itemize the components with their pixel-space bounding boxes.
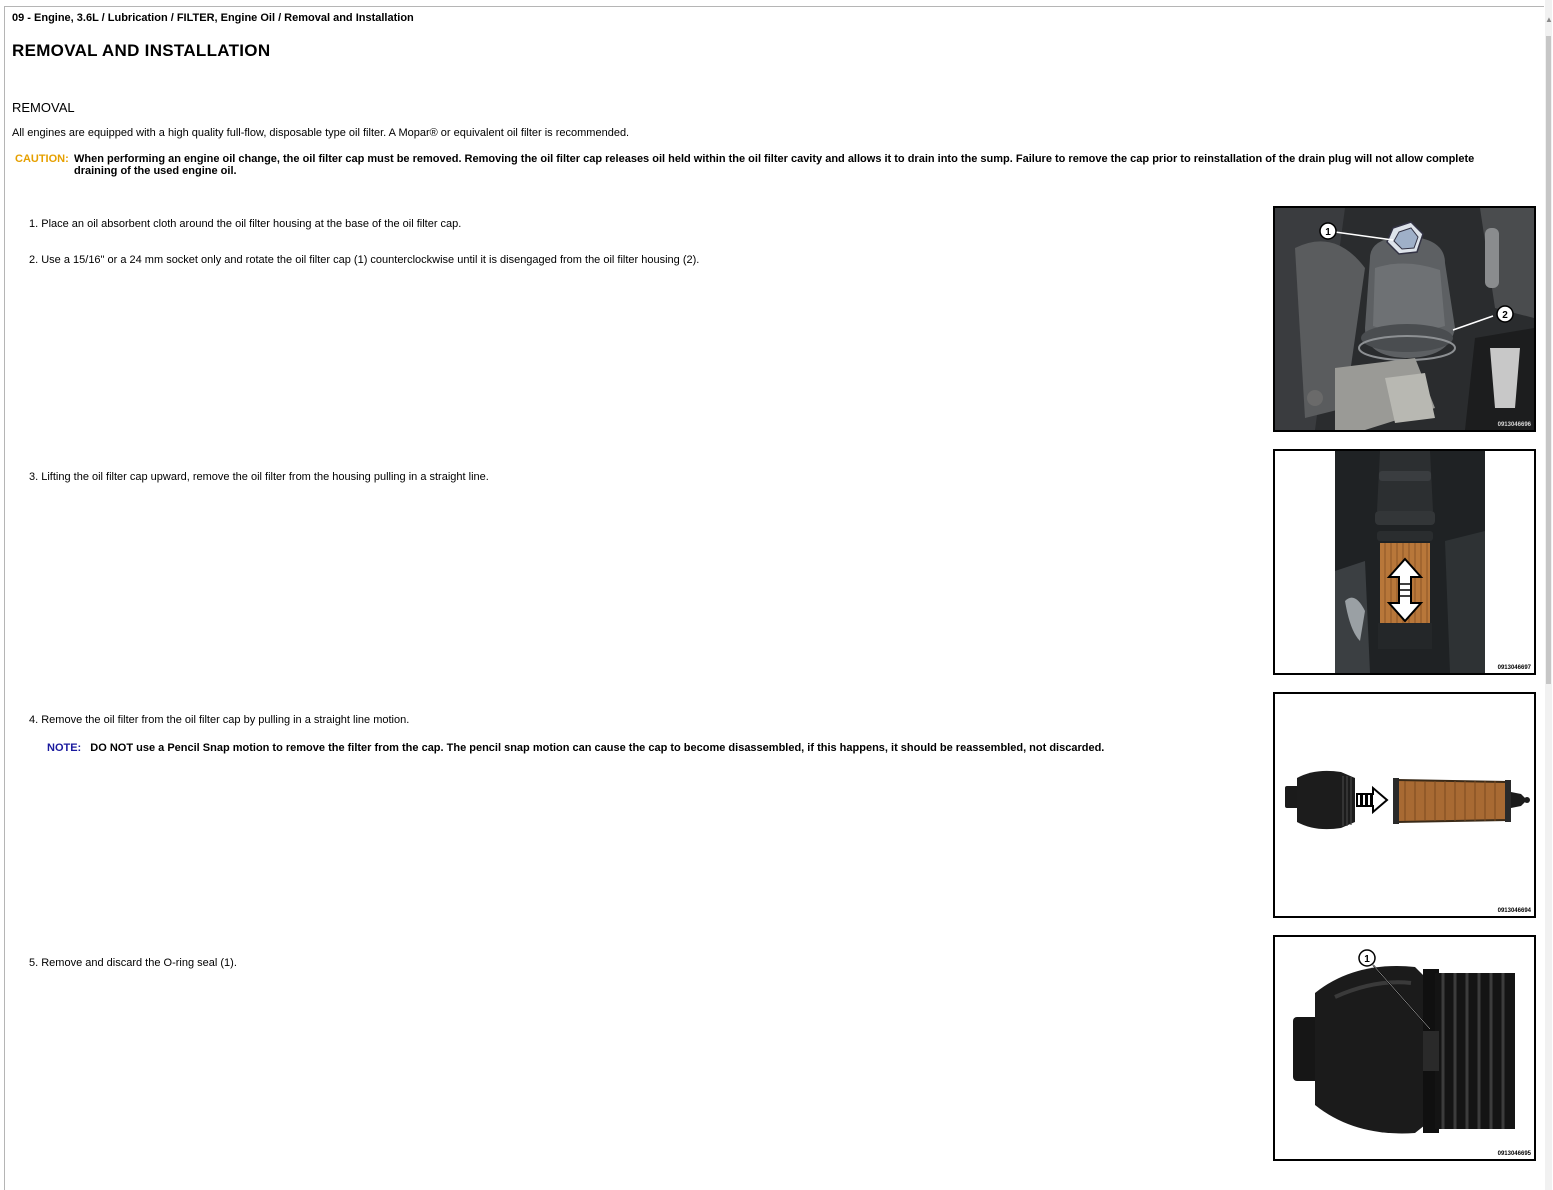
figure-id: 0913046696 [1497,422,1531,428]
note-text: DO NOT use a Pencil Snap motion to remove the filter from the cap. The pencil snap motion can cause the cap to become disassembled, if this happens, it should be reassembled, not discarded. [90,742,1105,754]
figure-filter-from-cap [1273,692,1536,918]
caution-label: CAUTION: [15,153,69,165]
caution-text: When performing an engine oil change, the oil filter cap must be removed. Removing the oil filter cap releases oil held within the oil filter cavity and allows it to drain into the sump. Failure to remove the cap prior to reinstallation of the drain plug will not allow complete draining of the used engine oil. [74,153,1475,177]
scroll-up-arrow-icon[interactable]: ▲ [1545,15,1553,24]
intro-paragraph: All engines are equipped with a high quality full-flow, disposable type oil filter. A Mopar® or equivalent oil filter is recommended. [12,127,630,139]
step-3: 3. Lifting the oil filter cap upward, remove the oil filter from the housing pulling in a straight line. [29,471,489,483]
cap-o-ring-illustration [1275,937,1534,1159]
step-5: 5. Remove and discard the O-ring seal (1). [29,957,237,969]
figure-id: 0913046694 [1497,908,1531,914]
figure-id: 0913046695 [1497,1151,1531,1157]
caution-block [15,153,1515,177]
figure-cap-o-ring [1273,935,1536,1161]
callout-2-label: 2 [1502,310,1508,321]
section-title-removal: REMOVAL [12,100,75,115]
callout-1-label: 1 [1364,954,1370,965]
filter-lift-photo-illustration [1275,451,1534,673]
note-block [47,742,1104,754]
breadcrumb: 09 - Engine, 3.6L / Lubrication / FILTER, Engine Oil / Removal and Installation [12,12,414,24]
callout-1-label: 1 [1325,227,1331,238]
step-2: 2. Use a 15/16" or a 24 mm socket only and rotate the oil filter cap (1) counterclockwise until it is disengaged from the oil filter housing (2). [29,254,700,266]
note-label: NOTE: [47,742,82,754]
scroll-thumb[interactable] [1546,36,1551,684]
figure-id: 0913046697 [1497,665,1531,671]
step-4: 4. Remove the oil filter from the oil filter cap by pulling in a straight line motion. [29,714,410,726]
figure-filter-lift-out [1273,449,1536,675]
filter-cap-separation-illustration [1275,694,1534,916]
page-title: REMOVAL AND INSTALLATION [12,41,271,60]
figure-oil-filter-cap-in-engine [1273,206,1536,432]
step-1: 1. Place an oil absorbent cloth around the oil filter housing at the base of the oil filter cap. [29,218,462,230]
engine-bay-photo-illustration [1275,208,1534,430]
vertical-scrollbar[interactable] [1545,0,1552,1190]
